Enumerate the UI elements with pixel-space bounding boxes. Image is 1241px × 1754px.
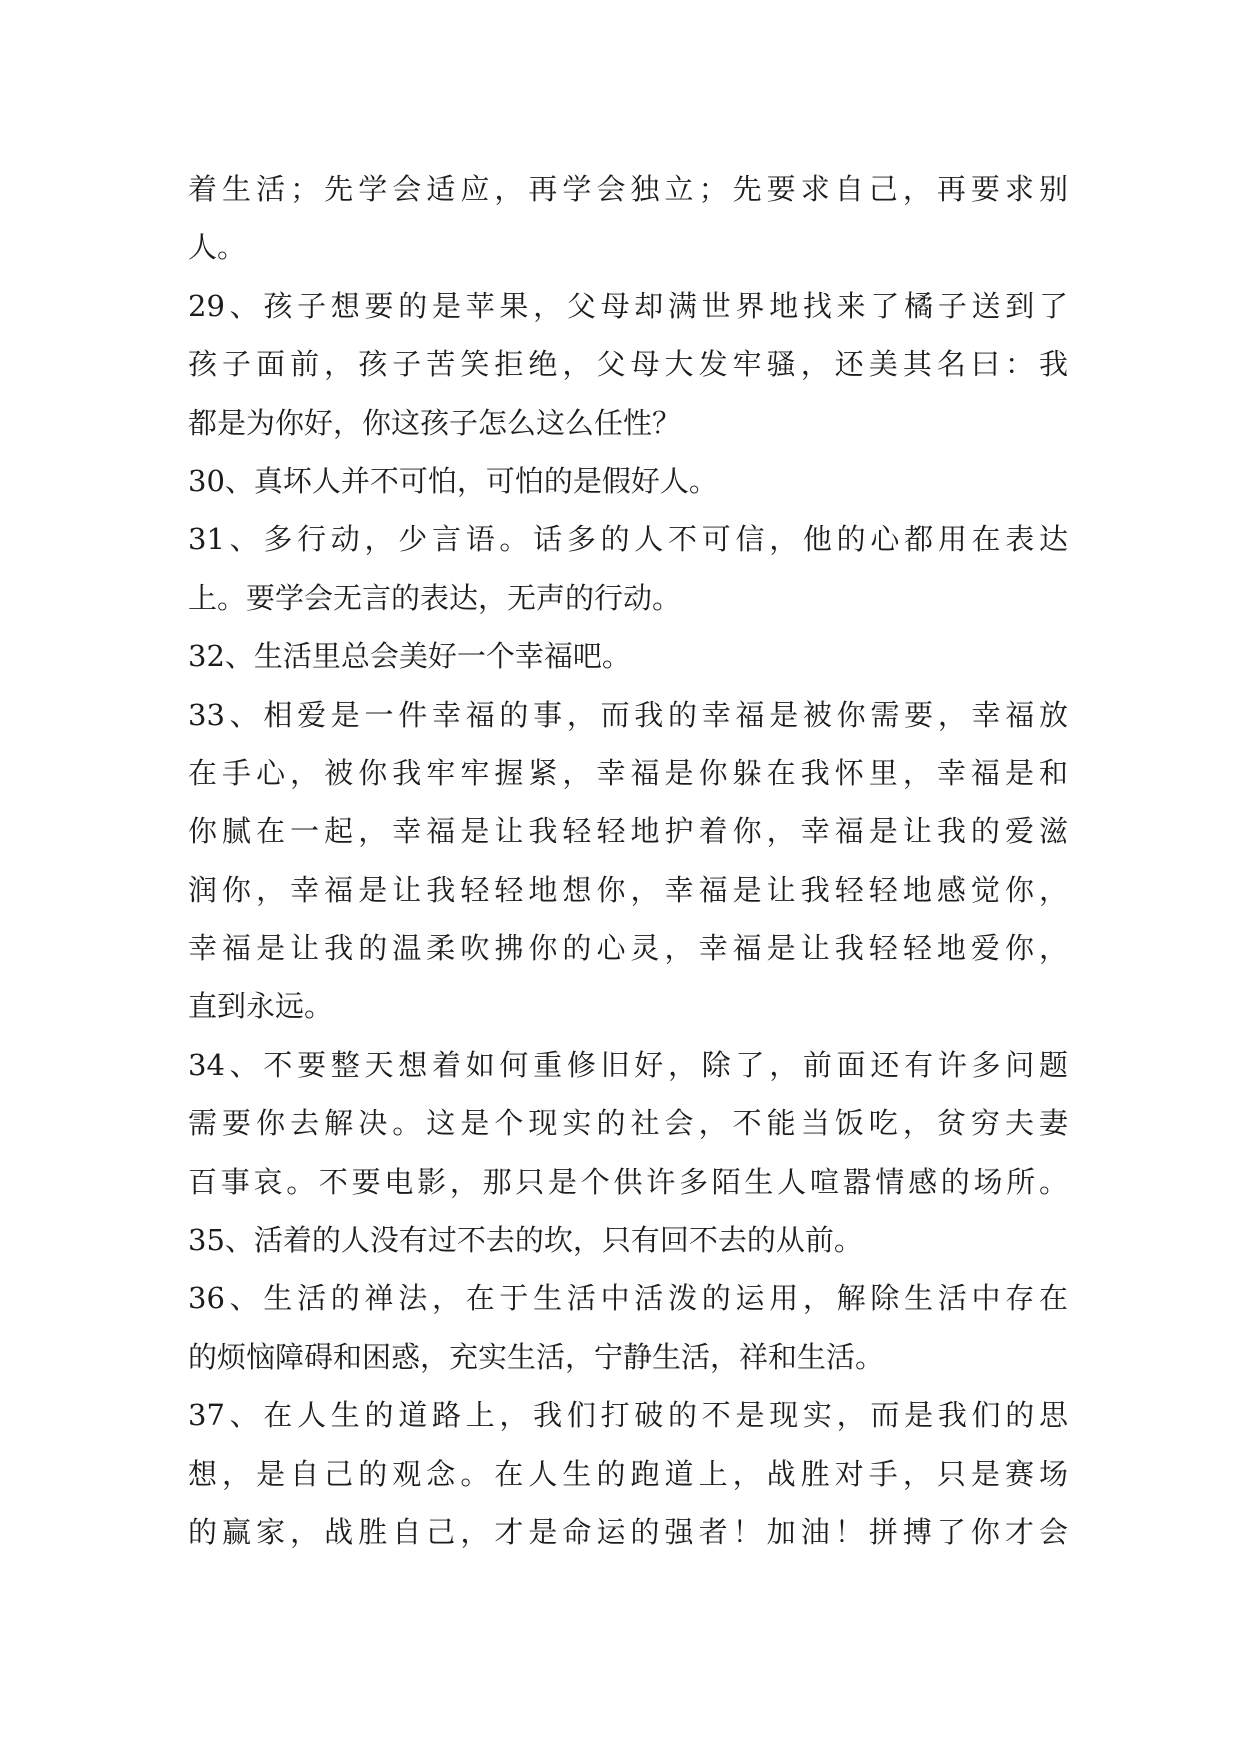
text-line: 36、生活的禅法，在于生活中活泼的运用，解除生活中存在 xyxy=(188,1281,1068,1316)
text-line: 润你，幸福是让我轻轻地想你，幸福是让我轻轻地感觉你， xyxy=(188,872,1068,907)
text-line: 的烦恼障碍和困惑，充实生活，宁静生活，祥和生活。 xyxy=(188,1339,885,1374)
text-line: 着生活；先学会适应，再学会独立；先要求自己，再要求别 xyxy=(188,172,1068,206)
text-line: 34、不要整天想着如何重修旧好，除了，前面还有许多问题 xyxy=(188,1047,1068,1082)
text-line: 百事哀。不要电影，那只是个供许多陌生人喧嚣情感的场所。 xyxy=(188,1164,1068,1199)
text-line: 孩子面前，孩子苦笑拒绝，父母大发牢骚，还美其名曰：我 xyxy=(188,347,1068,382)
body-text xyxy=(188,160,1068,1561)
text-line: 需要你去解决。这是个现实的社会，不能当饭吃，贫穷夫妻 xyxy=(188,1106,1068,1141)
text-line: 37、在人生的道路上，我们打破的不是现实，而是我们的思 xyxy=(188,1398,1068,1433)
text-line: 想，是自己的观念。在人生的跑道上，战胜对手，只是赛场 xyxy=(188,1456,1068,1491)
text-line: 的赢家，战胜自己，才是命运的强者！加油！拼搏了你才会 xyxy=(188,1514,1068,1549)
text-line: 幸福是让我的温柔吹拂你的心灵，幸福是让我轻轻地爱你， xyxy=(188,931,1068,966)
text-line: 31、多行动，少言语。话多的人不可信，他的心都用在表达 xyxy=(188,522,1068,557)
text-line: 在手心，被你我牢牢握紧，幸福是你躲在我怀里，幸福是和 xyxy=(188,755,1068,790)
text-line: 都是为你好，你这孩子怎么这么任性？ xyxy=(188,405,682,440)
text-line: 你腻在一起，幸福是让我轻轻地护着你，幸福是让我的爱滋 xyxy=(188,814,1068,849)
text-line: 32、生活里总会美好一个幸福吧。 xyxy=(188,639,631,674)
text-line: 上。要学会无言的表达，无声的行动。 xyxy=(188,580,682,615)
text-line: 人。 xyxy=(188,230,247,265)
text-line: 直到永远。 xyxy=(188,989,334,1024)
text-line: 35、活着的人没有过不去的坎，只有回不去的从前。 xyxy=(188,1223,863,1258)
text-line: 33、相爱是一件幸福的事，而我的幸福是被你需要，幸福放 xyxy=(188,697,1068,732)
text-line: 29、孩子想要的是苹果，父母却满世界地找来了橘子送到了 xyxy=(188,288,1068,323)
text-line: 30、真坏人并不可怕，可怕的是假好人。 xyxy=(188,463,718,498)
